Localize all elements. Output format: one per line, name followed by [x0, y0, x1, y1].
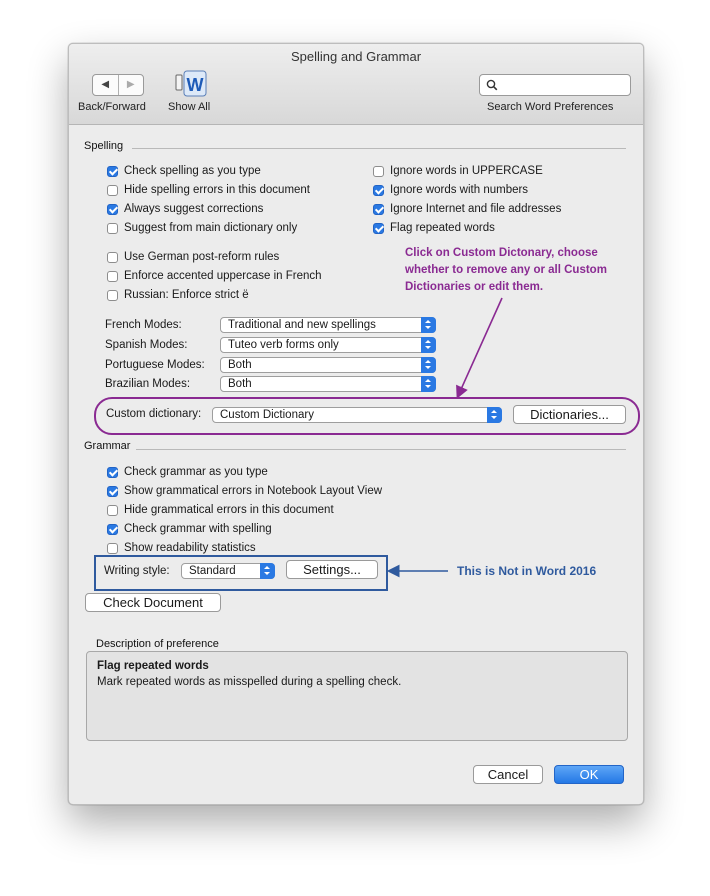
dictionaries-button[interactable]: Dictionaries... [513, 405, 626, 424]
writing-style-label: Writing style: [104, 565, 170, 577]
hide-grammatical-errors-checkbox[interactable]: Hide grammatical errors in this document [107, 504, 334, 516]
description-text: Mark repeated words as misspelled during a spelling check. [97, 676, 402, 688]
german-post-reform-checkbox[interactable]: Use German post-reform rules [107, 251, 279, 263]
flag-repeated-words-checkbox[interactable]: Flag repeated words [373, 222, 495, 234]
french-modes-select[interactable]: Traditional and new spellings [220, 317, 436, 333]
ignore-uppercase-checkbox[interactable]: Ignore words in UPPERCASE [373, 165, 543, 177]
brazilian-modes-select[interactable]: Both [220, 376, 436, 392]
custom-dictionary-label: Custom dictionary: [106, 408, 202, 420]
search-label: Search Word Preferences [487, 101, 614, 113]
french-accented-uppercase-checkbox[interactable]: Enforce accented uppercase in French [107, 270, 322, 282]
grammar-section-label: Grammar [84, 440, 131, 452]
purple-arrow [458, 298, 502, 396]
portuguese-modes-label: Portuguese Modes: [105, 359, 205, 371]
back-button[interactable]: ◀ [101, 79, 110, 90]
brazilian-modes-label: Brazilian Modes: [105, 378, 191, 390]
ok-button[interactable]: OK [554, 765, 624, 784]
spanish-modes-label: Spanish Modes: [105, 339, 188, 351]
portuguese-modes-select[interactable]: Both [220, 357, 436, 373]
settings-button[interactable]: Settings... [286, 560, 378, 579]
show-all-label[interactable]: Show All [168, 101, 211, 113]
not-in-word-2016-annotation: This is Not in Word 2016 [457, 564, 597, 578]
forward-button[interactable]: ▶ [118, 75, 144, 95]
check-grammar-as-you-type-checkbox[interactable]: Check grammar as you type [107, 466, 268, 478]
spanish-modes-select[interactable]: Tuteo verb forms only [220, 337, 436, 353]
back-forward-label: Back/Forward [78, 101, 146, 113]
description-header: Description of preference [96, 638, 219, 650]
always-suggest-corrections-checkbox[interactable]: Always suggest corrections [107, 203, 263, 215]
ignore-internet-addresses-checkbox[interactable]: Ignore Internet and file addresses [373, 203, 561, 215]
writing-style-select[interactable]: Standard [181, 563, 275, 579]
custom-dictionary-select[interactable]: Custom Dictionary [212, 407, 502, 423]
cancel-button[interactable]: Cancel [473, 765, 543, 784]
show-readability-statistics-checkbox[interactable]: Show readability statistics [107, 542, 256, 554]
description-title: Flag repeated words [97, 660, 209, 672]
check-spelling-as-you-type-checkbox[interactable]: Check spelling as you type [107, 165, 261, 177]
spelling-section-label: Spelling [84, 140, 124, 152]
french-modes-label: French Modes: [105, 319, 182, 331]
check-grammar-with-spelling-checkbox[interactable]: Check grammar with spelling [107, 523, 272, 535]
russian-strict-e-checkbox[interactable]: Russian: Enforce strict ë [107, 289, 249, 301]
ignore-words-with-numbers-checkbox[interactable]: Ignore words with numbers [373, 184, 528, 196]
window-title: Spelling and Grammar [290, 49, 422, 64]
hide-spelling-errors-checkbox[interactable]: Hide spelling errors in this document [107, 184, 310, 196]
custom-dictionary-annotation: Click on Custom Dictonary, choose whether to remove any or all Custom Dictionaries or edit them. [405, 247, 607, 293]
check-document-button[interactable]: Check Document [85, 593, 221, 612]
suggest-main-dictionary-only-checkbox[interactable]: Suggest from main dictionary only [107, 222, 297, 234]
show-errors-notebook-view-checkbox[interactable]: Show grammatical errors in Notebook Layout View [107, 485, 382, 497]
svg-text:W: W [186, 75, 204, 95]
